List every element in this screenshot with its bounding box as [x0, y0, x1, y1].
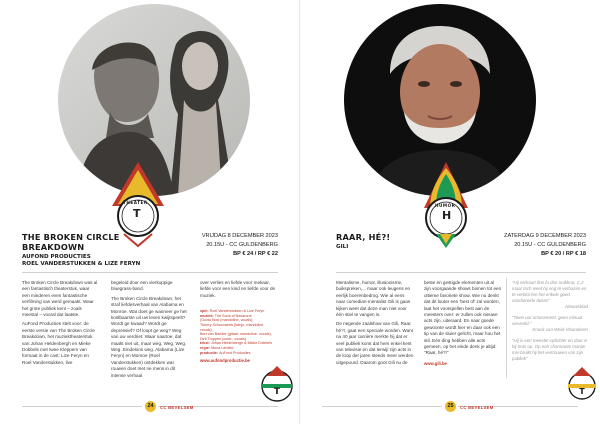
event-date: ZATERDAG 9 DECEMBER 2023 — [504, 233, 586, 239]
quote-text: "Twee uur amusement, geen minuut verveeld." — [512, 315, 583, 326]
theater-badge-letter: T — [133, 207, 142, 220]
venue-name: CC BEVELSEM — [460, 405, 494, 410]
svg-text:T: T — [579, 387, 585, 396]
paragraph: over verlies en liefde voor mekaar, liefde voor een kind en liefde voor de muziek. — [200, 280, 276, 298]
website-link[interactable]: www.gili.be — [424, 360, 447, 366]
footer-line — [322, 406, 442, 407]
title-line: BREAKDOWN — [22, 242, 85, 252]
event-meta — [170, 232, 278, 259]
quote-divider — [506, 278, 507, 378]
credit-value: Johan Heldenbergh & Mieke Dobbels — [210, 341, 272, 346]
quote-text: "Hij verkaart fine fu dno nnikbrat, C,2 maar toch weet hij nog te verbazen en te verblui-fen het enkele goed voorbereide duses" — [512, 280, 587, 303]
page-number: 25 — [445, 401, 456, 412]
credit-value: Thierry Schoovaerts (banjo, mandoline, vocals), — [200, 323, 265, 332]
theater-seal-icon — [566, 364, 598, 408]
svg-text:T: T — [273, 387, 281, 397]
venue-name: CC BEVELSEM — [160, 405, 194, 410]
event-meta — [470, 232, 586, 259]
event-date: VRIJDAG 8 DECEMBER 2023 — [201, 233, 278, 239]
paragraph: beste en gestigde elementen uit al zijn voorgaande shows binnen tot een ultieme favoriete show. Wie nu denkt dat dit louter een 'best of' zal worden, laat het voorspellen best aan de meesters over: er zullen ook nieuwe acts zijn, uiteraard. En naar goede gewoonte wordt hier en daar ook een tip van de sluier gelicht, maar hou het stil. Eén ding hebben alle acts gemeen, op het einde denk je altijd: "Raar, hé?!" — [424, 280, 502, 356]
show-title — [22, 232, 120, 252]
event-price: BP € 24 / RP € 22 — [233, 251, 278, 257]
quote-source: Knack van Weid-Vlaanderen — [532, 327, 588, 332]
credit-role: productie: — [200, 350, 220, 355]
credit-value: Dirk Truppen (contr., vocals) — [200, 336, 247, 341]
press-quotes — [512, 280, 588, 362]
credit-line — [200, 351, 278, 356]
credit-value: Roel Vanderstukken & Lize Feryn — [209, 309, 265, 314]
page-number: 24 — [145, 401, 156, 412]
right-page — [300, 0, 600, 424]
event-time-venue: 20.15U - CC GULDENBERG — [206, 242, 278, 248]
text-column-2 — [424, 280, 502, 367]
credit-role: muziek: — [200, 313, 215, 318]
paragraph: Mentalisme, humor, illusionisme, buikspreken,... maar ook leugens en eerlijk boerenbedrog. Wie al eens naar comedian-mentalist Gili is gaan kijken weet dat deze man niet voor één stiel te vangen is. — [336, 280, 411, 318]
producer-names — [22, 254, 140, 268]
paragraph: The Broken Circle Breakdown, het straf liefdesverhaal van Alabama en Monroe. Wat doet ge wanneer ge het kostbaarste uit uw leven kwijtspeelt? Wordt ge kwaad? Wordt ge depressief? Of loopt ge weg? Weg van uw verdriet. Waar naartoe, dat maakt niet uit, maar weg. Weg. Weg. Weg. Eindeloos weg. Alabama (Lize Feryn) en Monroe (Roel Vanderstukken) ontdekken wat rouwen doet met ne mens in dit intense verhaal — [111, 295, 187, 378]
paragraph: begeleid door een vierkoppige bluegrass-band. — [111, 280, 173, 292]
quote-text: "Hij is een meester-oplichter en daar is hij trots op. Op een charmante manier mis-bruikt hij het vertrouwen van zijn publiek" — [512, 338, 588, 361]
text-column-2 — [111, 280, 189, 382]
credit-value: Bert van Barbier (gitaar, mandoline, vocals), — [200, 332, 272, 337]
divider — [22, 272, 278, 273]
event-time-venue: 20.15U - CC GULDENBERG — [514, 242, 586, 248]
producer-line: ROEL VANDERSTUKKEN & LIZE FERYN — [22, 261, 141, 267]
show-title: RAAR, HÉ?! — [336, 232, 391, 242]
humor-badge-label: HUMOR — [435, 203, 456, 208]
credit-value: AuFond Producties — [219, 350, 251, 355]
credit-line — [200, 323, 278, 332]
paragraph: AuFond Producties stelt voor: de eerste versie van The Broken Circle Breakdown, het muziektheaterstuk van Johan Heldenbergh en Mieke Dobbels met twee Kleppers van formaat in de cast: Lize Feryn en Roel Vanderstukken, live — [22, 321, 95, 365]
credits-list — [200, 309, 278, 355]
theater-seal-icon — [258, 364, 296, 408]
website-link[interactable]: www.aufondproductie.be — [200, 358, 250, 364]
text-column-1 — [22, 280, 98, 369]
credit-role: spel: — [200, 309, 210, 314]
event-price: BP € 20 / RP € 18 — [541, 251, 586, 257]
paragraph: The Broken Circle Breakdown was al een fantastisch theaterstuk, waar een minderen even fantastische verfilming van werd gemaakt. Waar het grote publiek kent – zoals meestal – vooral dat laatste. — [22, 280, 98, 318]
text-column-3 — [200, 280, 278, 365]
divider — [336, 272, 586, 273]
quote-source: Nieuwsblad — [565, 304, 588, 309]
title-line: THE BROKEN CIRCLE — [22, 232, 120, 242]
credit-value: Mona Lenfeld — [211, 345, 234, 350]
performer-name: GILI — [336, 244, 349, 250]
credit-value: The Sons of Navarone — [214, 313, 252, 318]
credit-value: (Guido Bosi (mandoline, vocals), — [200, 318, 254, 323]
footer-line — [22, 406, 142, 407]
credit-role: tekst: — [200, 341, 211, 346]
humor-badge-letter: H — [442, 209, 452, 222]
paragraph: De negende zaalshow van Gili, Raar, hé?!, gaat een speciale worden. Want na 40 jaar carrière merkte hij dat er veel publiek komt dat hem enkel kent van televisie en dat terwijl zijn acts in de loop der jaren steeds meer werden uitgepuurd. Daarom goot Gili nu de — [336, 321, 414, 365]
text-column-1 — [336, 280, 414, 369]
producer-line: AUFOND PRODUCTIES — [22, 254, 91, 260]
credit-role: regie: — [200, 345, 212, 350]
theater-badge-label: THEATER — [123, 200, 148, 205]
